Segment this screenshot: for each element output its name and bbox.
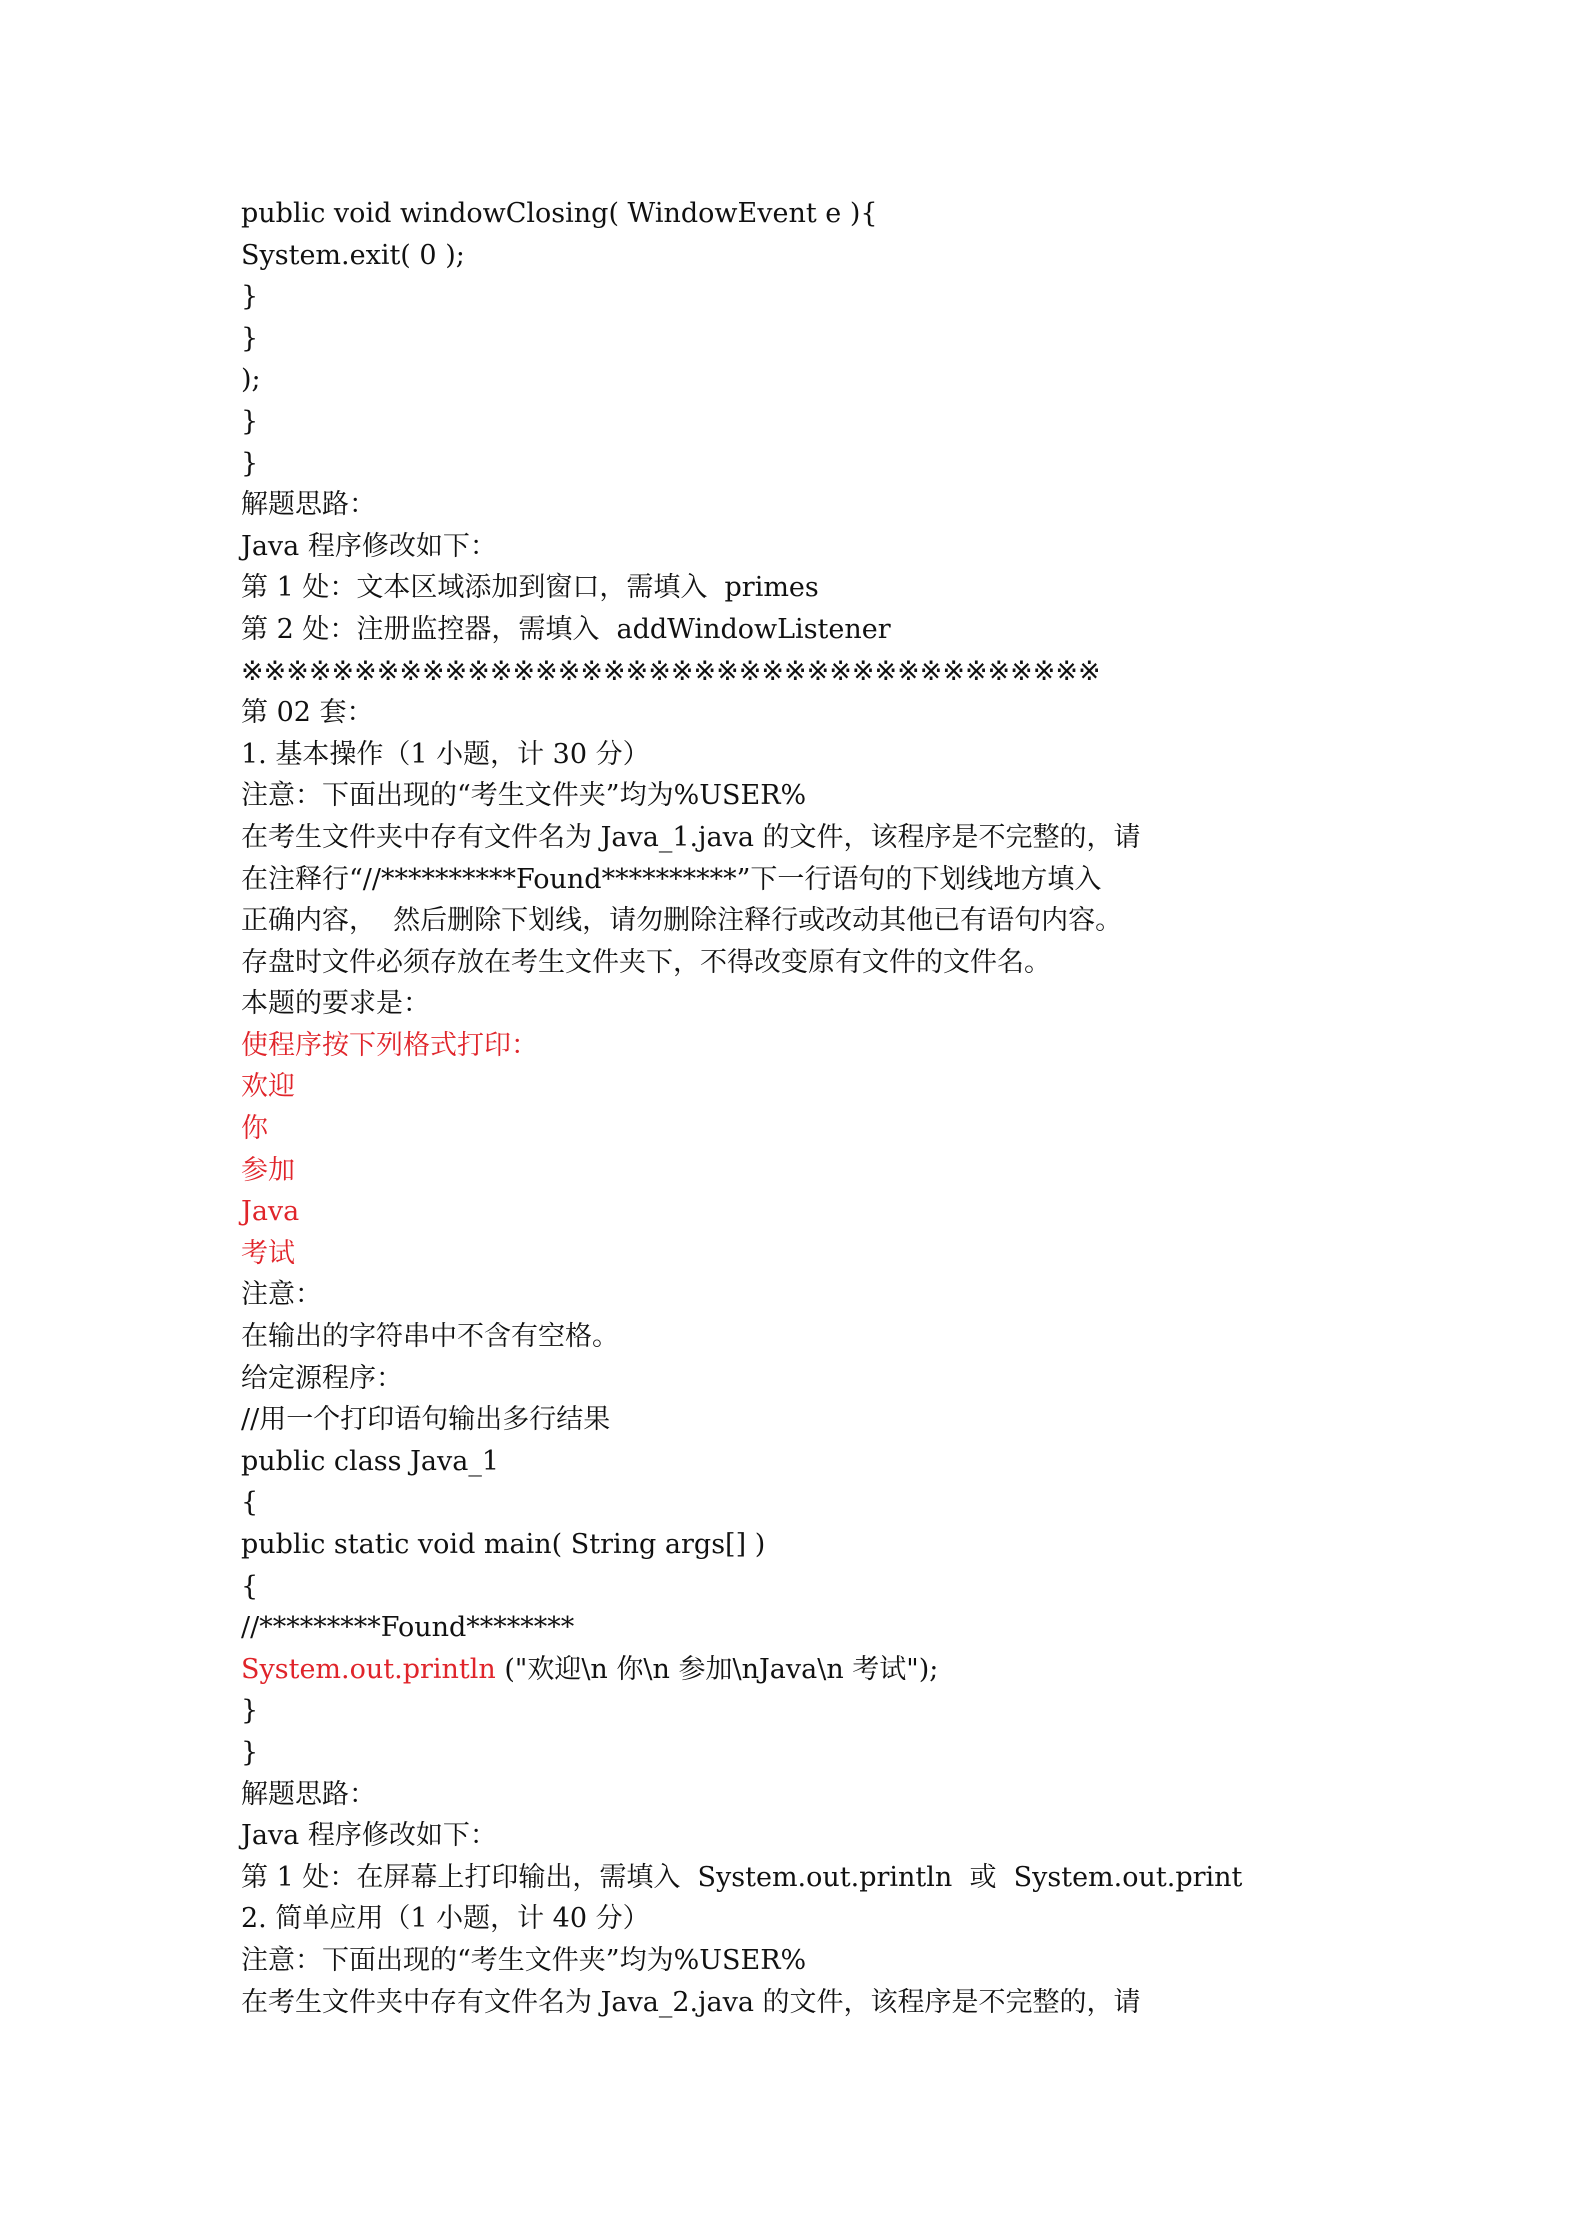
code-highlight: System.out.println [241, 1653, 496, 1685]
code-line: { [241, 1570, 259, 1602]
code-line: public static void main( String args[] ) [241, 1529, 766, 1560]
text-line: 第 1 处：在屏幕上打印输出，需填入 System.out.println 或 System.out.print [241, 1861, 1243, 1893]
code-line: System.exit( 0 ); [241, 239, 465, 271]
text-line: 注意：下面出现的“考生文件夹”均为%USER% [241, 780, 807, 812]
highlight-line: 你 [241, 1113, 268, 1145]
code-line: } [241, 322, 259, 354]
text-line: 第 1 处：文本区域添加到窗口，需填入 primes [241, 572, 819, 604]
code-line [241, 1649, 1341, 1691]
text-line: 在考生文件夹中存有文件名为 Java_1.java 的文件，该程序是不完整的，请 [241, 821, 1141, 853]
highlight-line: 参加 [241, 1154, 295, 1186]
code-line: ); [241, 364, 261, 396]
code-line: } [241, 1736, 259, 1768]
code-line: public void windowClosing( WindowEvent e ){ [241, 198, 878, 229]
text-line: 在输出的字符串中不含有空格。 [241, 1321, 619, 1353]
code-rest: ("欢迎\n 你\n 参加\nJava\n 考试"); [495, 1653, 939, 1685]
text-line: Java 程序修改如下： [241, 1820, 497, 1852]
set-heading: 第 02 套： [241, 697, 374, 729]
code-line: } [241, 405, 259, 437]
text-line: 在考生文件夹中存有文件名为 Java_2.java 的文件，该程序是不完整的，请 [241, 1986, 1141, 2018]
text-line: 第 2 处：注册监控器，需填入 addWindowListener [241, 613, 891, 645]
document-page [241, 193, 1341, 2023]
section-heading: 1. 基本操作（1 小题，计 30 分） [241, 738, 650, 770]
code-line: //*********Found******** [241, 1612, 575, 1644]
code-line: } [241, 281, 259, 313]
section-heading: 2. 简单应用（1 小题，计 40 分） [241, 1903, 650, 1935]
code-line: } [241, 447, 259, 479]
text-line: 正确内容， 然后删除下划线，请勿删除注释行或改动其他已有语句内容。 [241, 905, 1123, 937]
highlight-line: 使程序按下列格式打印： [241, 1029, 538, 1061]
separator-line: ※※※※※※※※※※※※※※※※※※※※※※※※※※※※※※※※※※※※※※ [241, 655, 1101, 687]
code-line: } [241, 1695, 259, 1727]
code-line: { [241, 1487, 259, 1519]
text-line: 注意： [241, 1279, 322, 1311]
highlight-line: 考试 [241, 1237, 295, 1269]
text-line: 注意：下面出现的“考生文件夹”均为%USER% [241, 1944, 807, 1976]
text-line: 本题的要求是： [241, 988, 430, 1020]
solution-heading: 解题思路： [241, 1778, 376, 1810]
highlight-line: 欢迎 [241, 1071, 295, 1103]
highlight-line: Java [241, 1196, 300, 1228]
text-line: Java 程序修改如下： [241, 530, 497, 562]
text-line: 存盘时文件必须存放在考生文件夹下，不得改变原有文件的文件名。 [241, 946, 1051, 978]
text-line: 在注释行“//**********Found**********”下一行语句的下划线地方填入 [241, 863, 1102, 895]
solution-heading: 解题思路： [241, 489, 376, 521]
code-line: public class Java_1 [241, 1445, 500, 1477]
text-line: 给定源程序： [241, 1362, 403, 1394]
code-line: //用一个打印语句输出多行结果 [241, 1404, 611, 1436]
